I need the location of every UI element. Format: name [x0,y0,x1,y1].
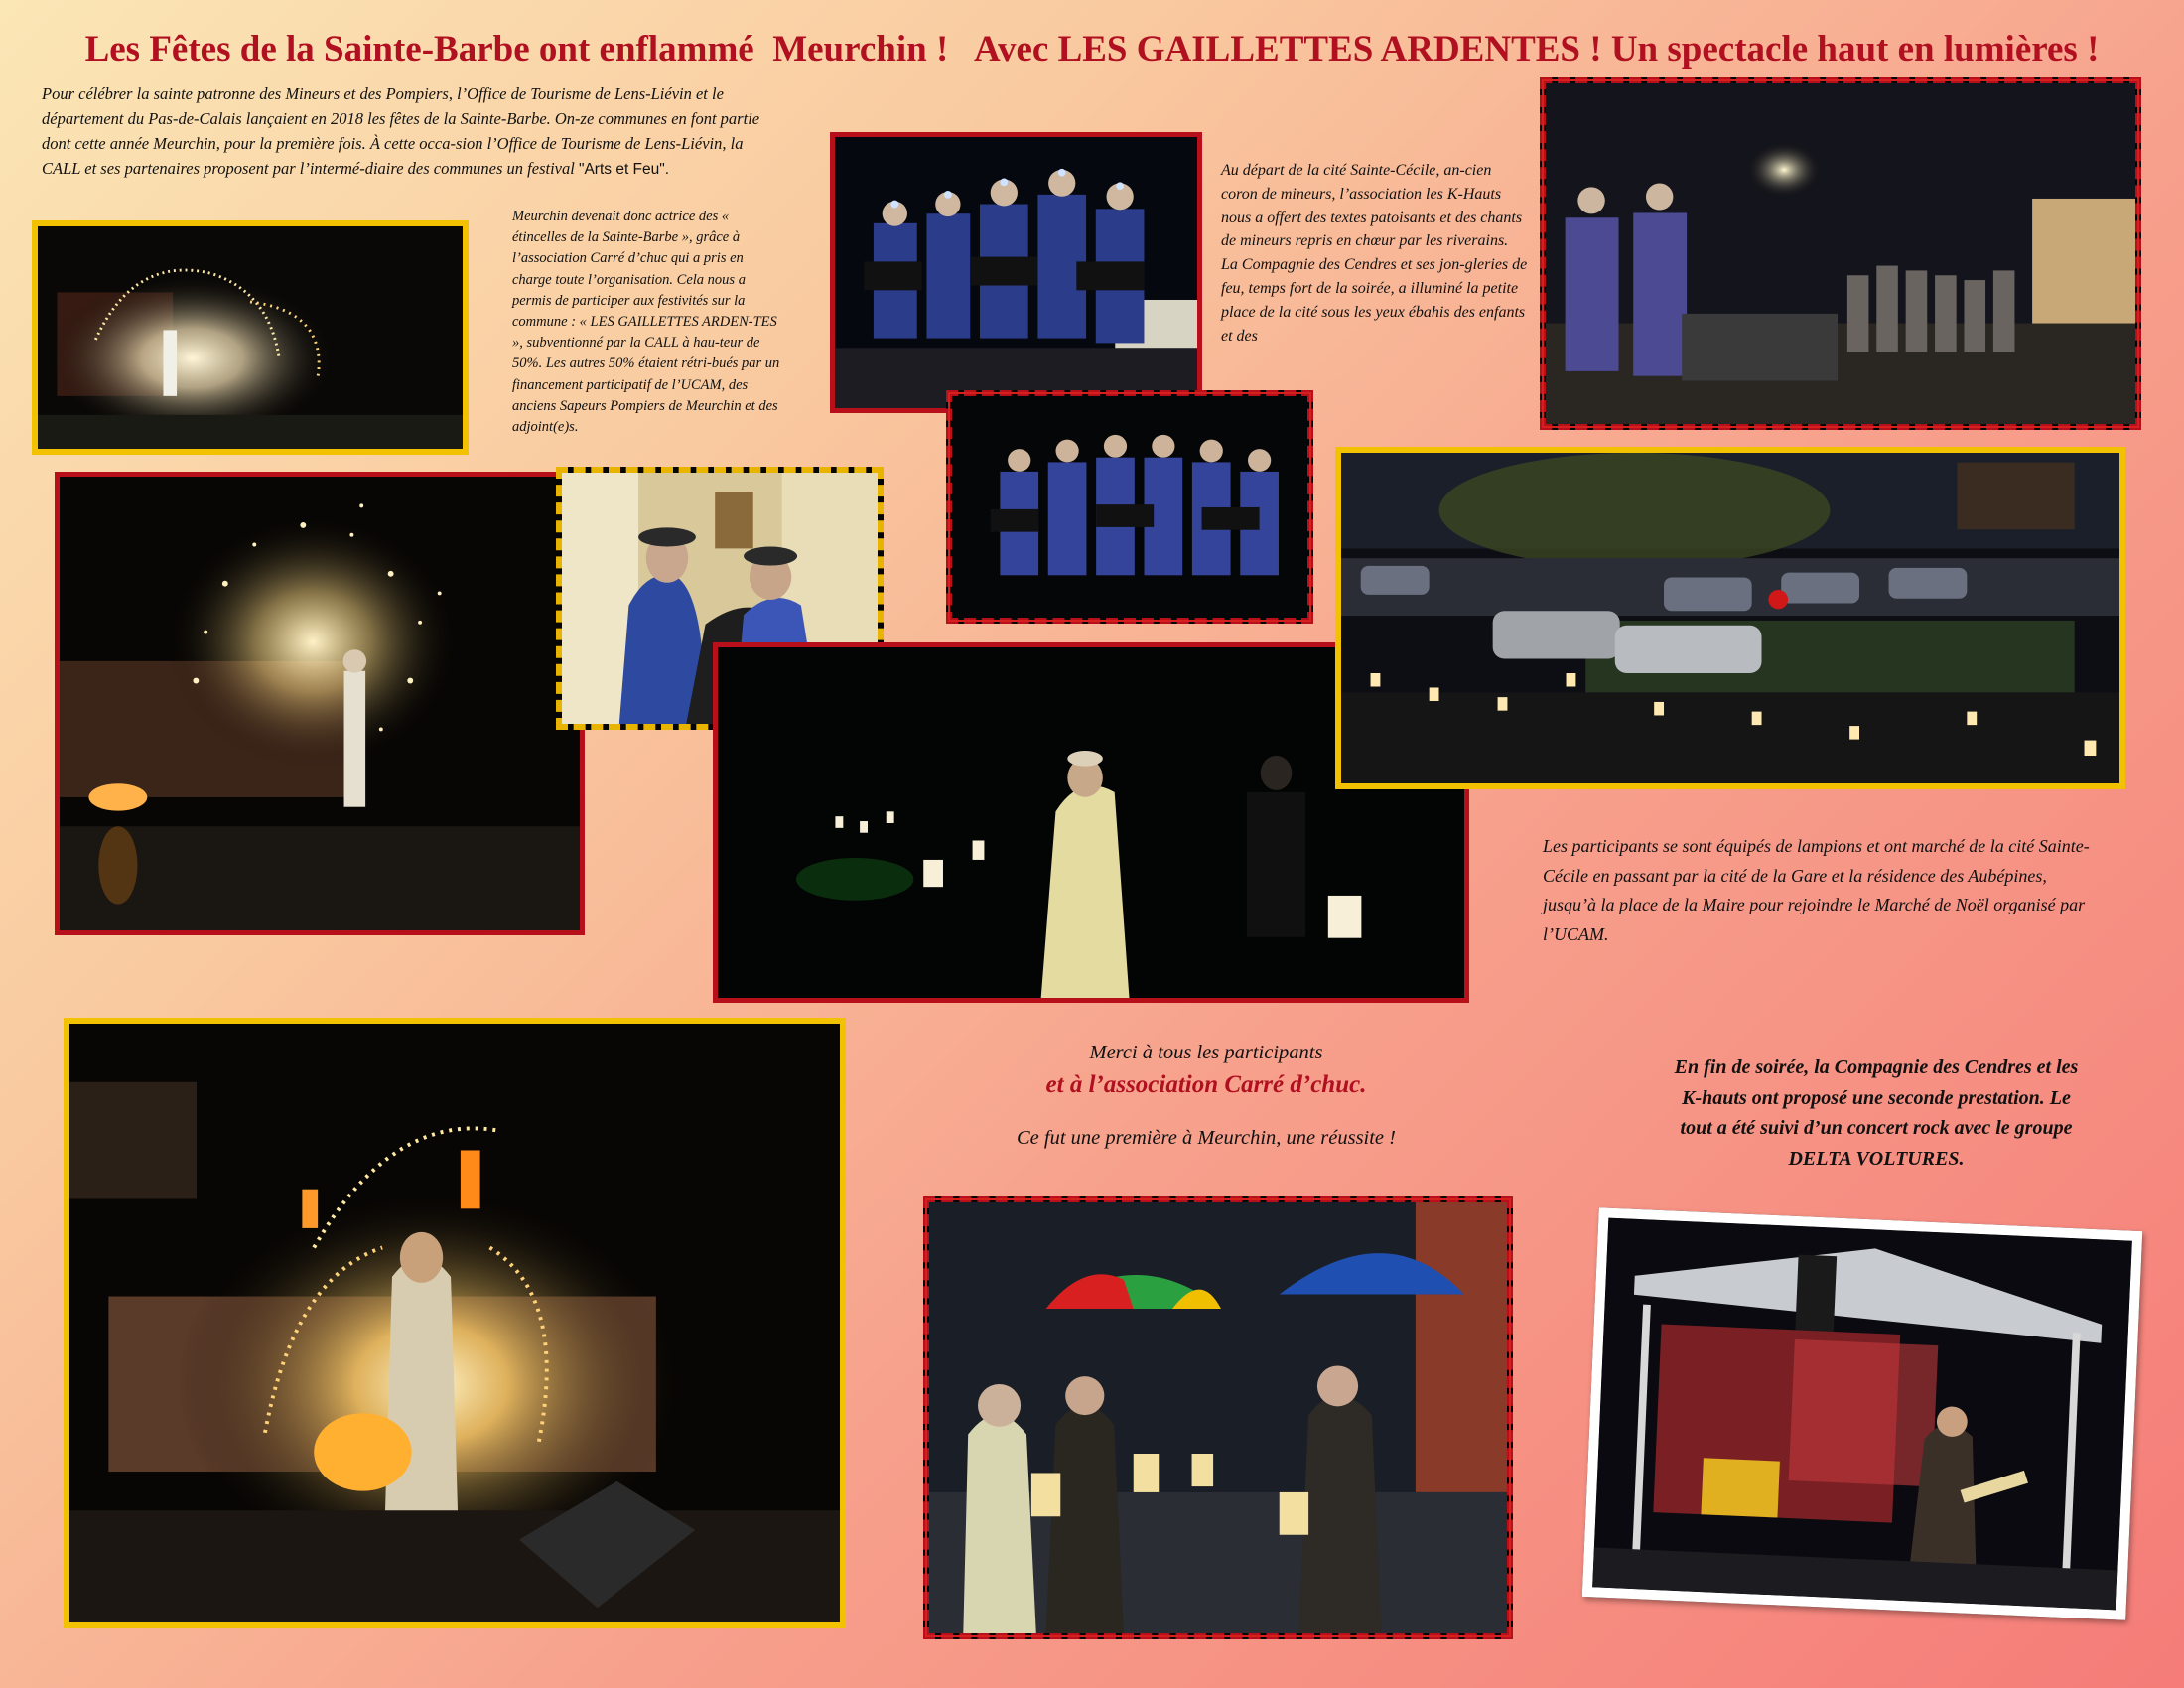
photo-choir-bottom [946,390,1313,624]
finale-line-2: K-hauts ont proposé une seconde prestation. Le [1682,1086,2071,1109]
photo-umbrella-procession [923,1196,1513,1639]
thanks-block [953,1038,1459,1153]
photo-crowd-street [1540,77,2141,430]
cecile-paragraph-1: Au départ de la cité Sainte-Cécile, an-cien coron de mineurs, l’association les K-Hauts nous a offert des textes patoisants et des chants de mineurs repris en chœur par les riverains. [1221,162,1523,250]
cecile-paragraph-2: La Compagnie des Cendres et ses jon-gleries de feu, temps fort de la soirée, a illuminé la petite place de la cité sous les yeux ébahis des enfants et des [1221,256,1528,345]
finale-line-3: tout a été suivi d’un concert rock avec le groupe [1680,1117,2073,1139]
page-title: Les Fêtes de la Sainte-Barbe ont enflammé Meurchin ! Avec LES GAILLETTES ARDENTES ! Un spectacle haut en lumières ! [84,29,2100,70]
thanks-line-2: et à l’association Carré d’chuc. [1045,1071,1367,1098]
photo-fire-juggler-wall [55,472,585,935]
photo-fire-juggler-small [32,220,469,455]
thanks-line-3: Ce fut une première à Meurchin, une réussite ! [1016,1127,1396,1149]
festival-name: "Arts et Feu". [578,161,670,178]
finale-line-4: DELTA VOLTURES. [1788,1147,1965,1170]
photo-town-square [1335,447,2125,789]
meurchin-paragraph: Meurchin devenait donc actrice des « étincelles de la Sainte-Barbe », grâce à l’association Carré d’chuc qui a pris en charge toute l’organisation. Cela nous a permis de participer aux festivités sur la commune : « LES GAILLETTES ARDEN-TES », subventionné par la CALL à hau-teur de 50%. Les autres 50% étaient rétri-bués par un financement participatif de l’UCAM, des anciens Sapeurs Pompiers de Meurchin et des adjoint(e)s. [512,209,780,436]
intro-text: Pour célébrer la sainte patronne des Mineurs et des Pompiers, l’Office de Tourisme de Lens-Liévin et le département du Pas-de-Calais lançaient en 2018 les fêtes de la Sainte-Barbe. On-ze communes en font partie dont cette année Meurchin, pour la première fois. À cette occa-sion l’Office de Tourisme de Lens-Liévin, la CALL et ses partenaires proposent par l’intermé-diaire des communes un festival [42,84,760,178]
photo-rock-concert [1582,1207,2143,1620]
cecile-paragraph [1221,159,1529,348]
finale-block [1598,1053,2154,1174]
photo-choir-top [830,132,1202,413]
intro-paragraph [42,81,766,182]
photo-fire-juggler-large [64,1018,846,1628]
participants-paragraph: Les participants se sont équipés de lampions et ont marché de la cité Sainte-Cécile en passant par la cité de la Gare et la résidence des Aubépines, jusqu’à la place de la Maire pour rejoindre le Marché de Noël organisé par l’UCAM. [1543,836,2090,944]
finale-line-1: En fin de soirée, la Compagnie des Cendres et les [1674,1056,2079,1078]
thanks-line-1: Merci à tous les participants [1089,1042,1323,1063]
